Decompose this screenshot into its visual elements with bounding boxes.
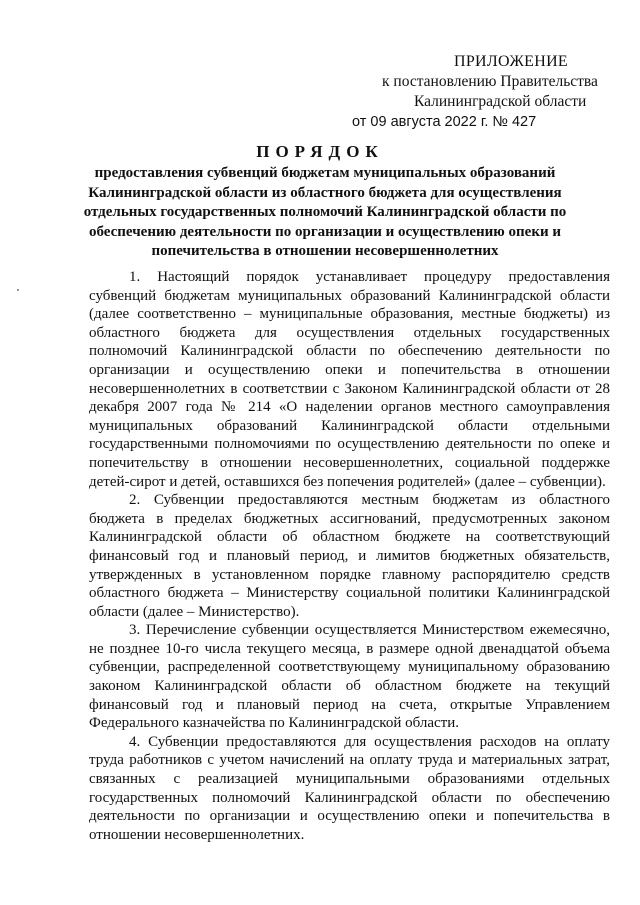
document-subtitle: предоставления субвенций бюджетам муниципальных образований Калининградской области из областного бюджета для осуществления отдельных государственных полномочий Калининградской области по обеспечению деятельности по организации и осуществлению опеки и попечительства в отношении несовершеннолетних — [83, 165, 567, 260]
document-body — [89, 268, 610, 844]
appendix-header — [330, 52, 620, 132]
paragraph-1: 1. Настоящий порядок устанавливает процедуру предоставления субвенций бюджетам муниципальных образований Калининградской области (далее соответственно – муниципальные образования, местные бюджеты) из областного бюджета для осуществления отдельных государственных полномочий Калининградской области по обеспечению деятельности по организации и осуществлению опеки и попечительства в отношении несовершеннолетних в соответствии с Законом Калининградской области от 28 декабря 2007 года № 214 «О наделении органов местного самоуправления муниципальных образований Калининградской области отдельными государственными полномочиями по осуществлению деятельности по опеке и попечительству в отношении несовершеннолетних, социальной поддержке детей-сирот и детей, оставшихся без попечения родителей» (далее – субвенции). — [89, 269, 610, 490]
appendix-title: ПРИЛОЖЕНИЕ — [454, 53, 569, 70]
document-title: ПОРЯДОК — [256, 142, 384, 161]
scan-margin-mark — [17, 289, 19, 291]
paragraph-2: 2. Субвенции предоставляются местным бюджетам из областного бюджета в пределах бюджетных ассигнований, предусмотренных законом Калининградской области об областном бюджете на соответствующий финансовый год и плановый период, и лимитов бюджетных обязательств, утвержденных в установленном порядке главному распорядителю средств областного бюджета – Министерству социальной политики Калининградской области (далее – Министерство). — [89, 492, 610, 620]
appendix-date-line: от 09 августа 2022 г. № 427 — [352, 114, 537, 130]
paragraph-3: 3. Перечисление субвенции осуществляется Министерством ежемесячно, не позднее 10-го числа текущего месяца, в размере одной двенадцатой объема субвенции, распределенной соответствующему муниципальному образованию законом Калининградской области об областном бюджете на текущий финансовый год и плановый период на счета, открытые Управлением Федерального казначейства по Калининградской области. — [89, 622, 610, 732]
appendix-reference-line-2: Калининградской области — [414, 93, 587, 110]
paragraph-4: 4. Субвенции предоставляются для осуществления расходов на оплату труда работников с учетом начислений на оплату труда и материальных затрат, связанных с реализацией муниципальными образованиями отдельных государственных полномочий Калининградской области по обеспечению деятельности по организации и осуществлению опеки и попечительства в отношении несовершеннолетних. — [89, 733, 610, 843]
appendix-reference-line-1: к постановлению Правительства — [382, 73, 598, 90]
